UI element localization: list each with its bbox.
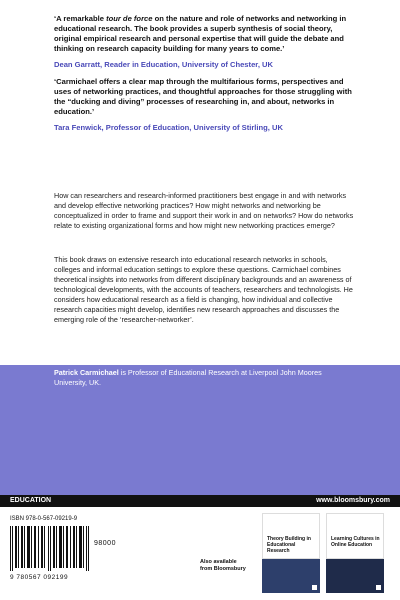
reviews-section [54,14,354,140]
related-book-1-title: Theory Building in Educational Research [267,536,311,554]
review-quote-2: ‘Carmichael offers a clear map through the multifarious forms, perspectives and uses of networking practices, and thoughtful approaches for those struggling with the “ducking and diving” processes of researching in, and about, networks in education.’ [54,77,352,116]
review-attribution-1: Dean Garratt, Reader in Education, University of Chester, UK [54,60,274,69]
description-paragraph-1: How can researchers and research-informed practitioners best engage in and with networks and develop effective networking practices? How might networks and networking be conceptualized in order to frame and support their work in and on networks? How do networks relate to existing organizational forms and how might new networking practices emerge? [54,191,354,230]
related-book-2-cover [326,513,384,559]
related-book-1-cover [262,513,320,559]
author-band [0,365,400,495]
publisher-logo-icon [312,585,317,590]
review-quote-1: ‘A remarkable tour de force on the nature and role of networks and networking in educational research. The book provides a superb synthesis of social theory, original empirical research and personal expertise that will guide the debate and thinking on research capacity building for many years to come.’ [54,14,347,53]
barcode-icon [10,526,90,571]
author-bio [54,368,354,388]
barcode-number: 9 780567 092199 [10,574,69,581]
related-book-1[interactable] [262,513,320,593]
price-code: 98000 [94,540,116,547]
subject-label: EDUCATION [10,497,52,504]
also-available-label: Also available from Bloomsbury [200,559,246,572]
isbn-label: ISBN 978-0-567-09219-9 [10,516,78,522]
publisher-logo-icon [376,585,381,590]
description-paragraph-2: This book draws on extensive research into educational research networks in schools, colleges and informal education settings to explore these questions. Carmichael combines theoretical insights into networks from different disciplinary backgrounds and an awareness of technological developments, with the accounts of teachers, researchers and technologists. He considers how educational research as a field is changing, how individual and collective research capacities might develop, identifies new research approaches and discusses the emerging role of the ‘researcher-networker’. [54,255,353,324]
publisher-website[interactable]: www.bloomsbury.com [316,497,390,504]
author-bio-text: is Professor of Educational Research at Liverpool John Moores University, UK. [54,368,322,387]
author-name: Patrick Carmichael [54,368,119,377]
review-attribution-2: Tara Fenwick, Professor of Education, University of Stirling, UK [54,123,283,132]
subject-bar [0,495,400,507]
review-quote-1-italic: tour de force [106,14,153,23]
related-book-2-title: Learning Cultures in Online Education [331,536,380,548]
related-book-2[interactable] [326,513,384,593]
footer [0,495,400,600]
